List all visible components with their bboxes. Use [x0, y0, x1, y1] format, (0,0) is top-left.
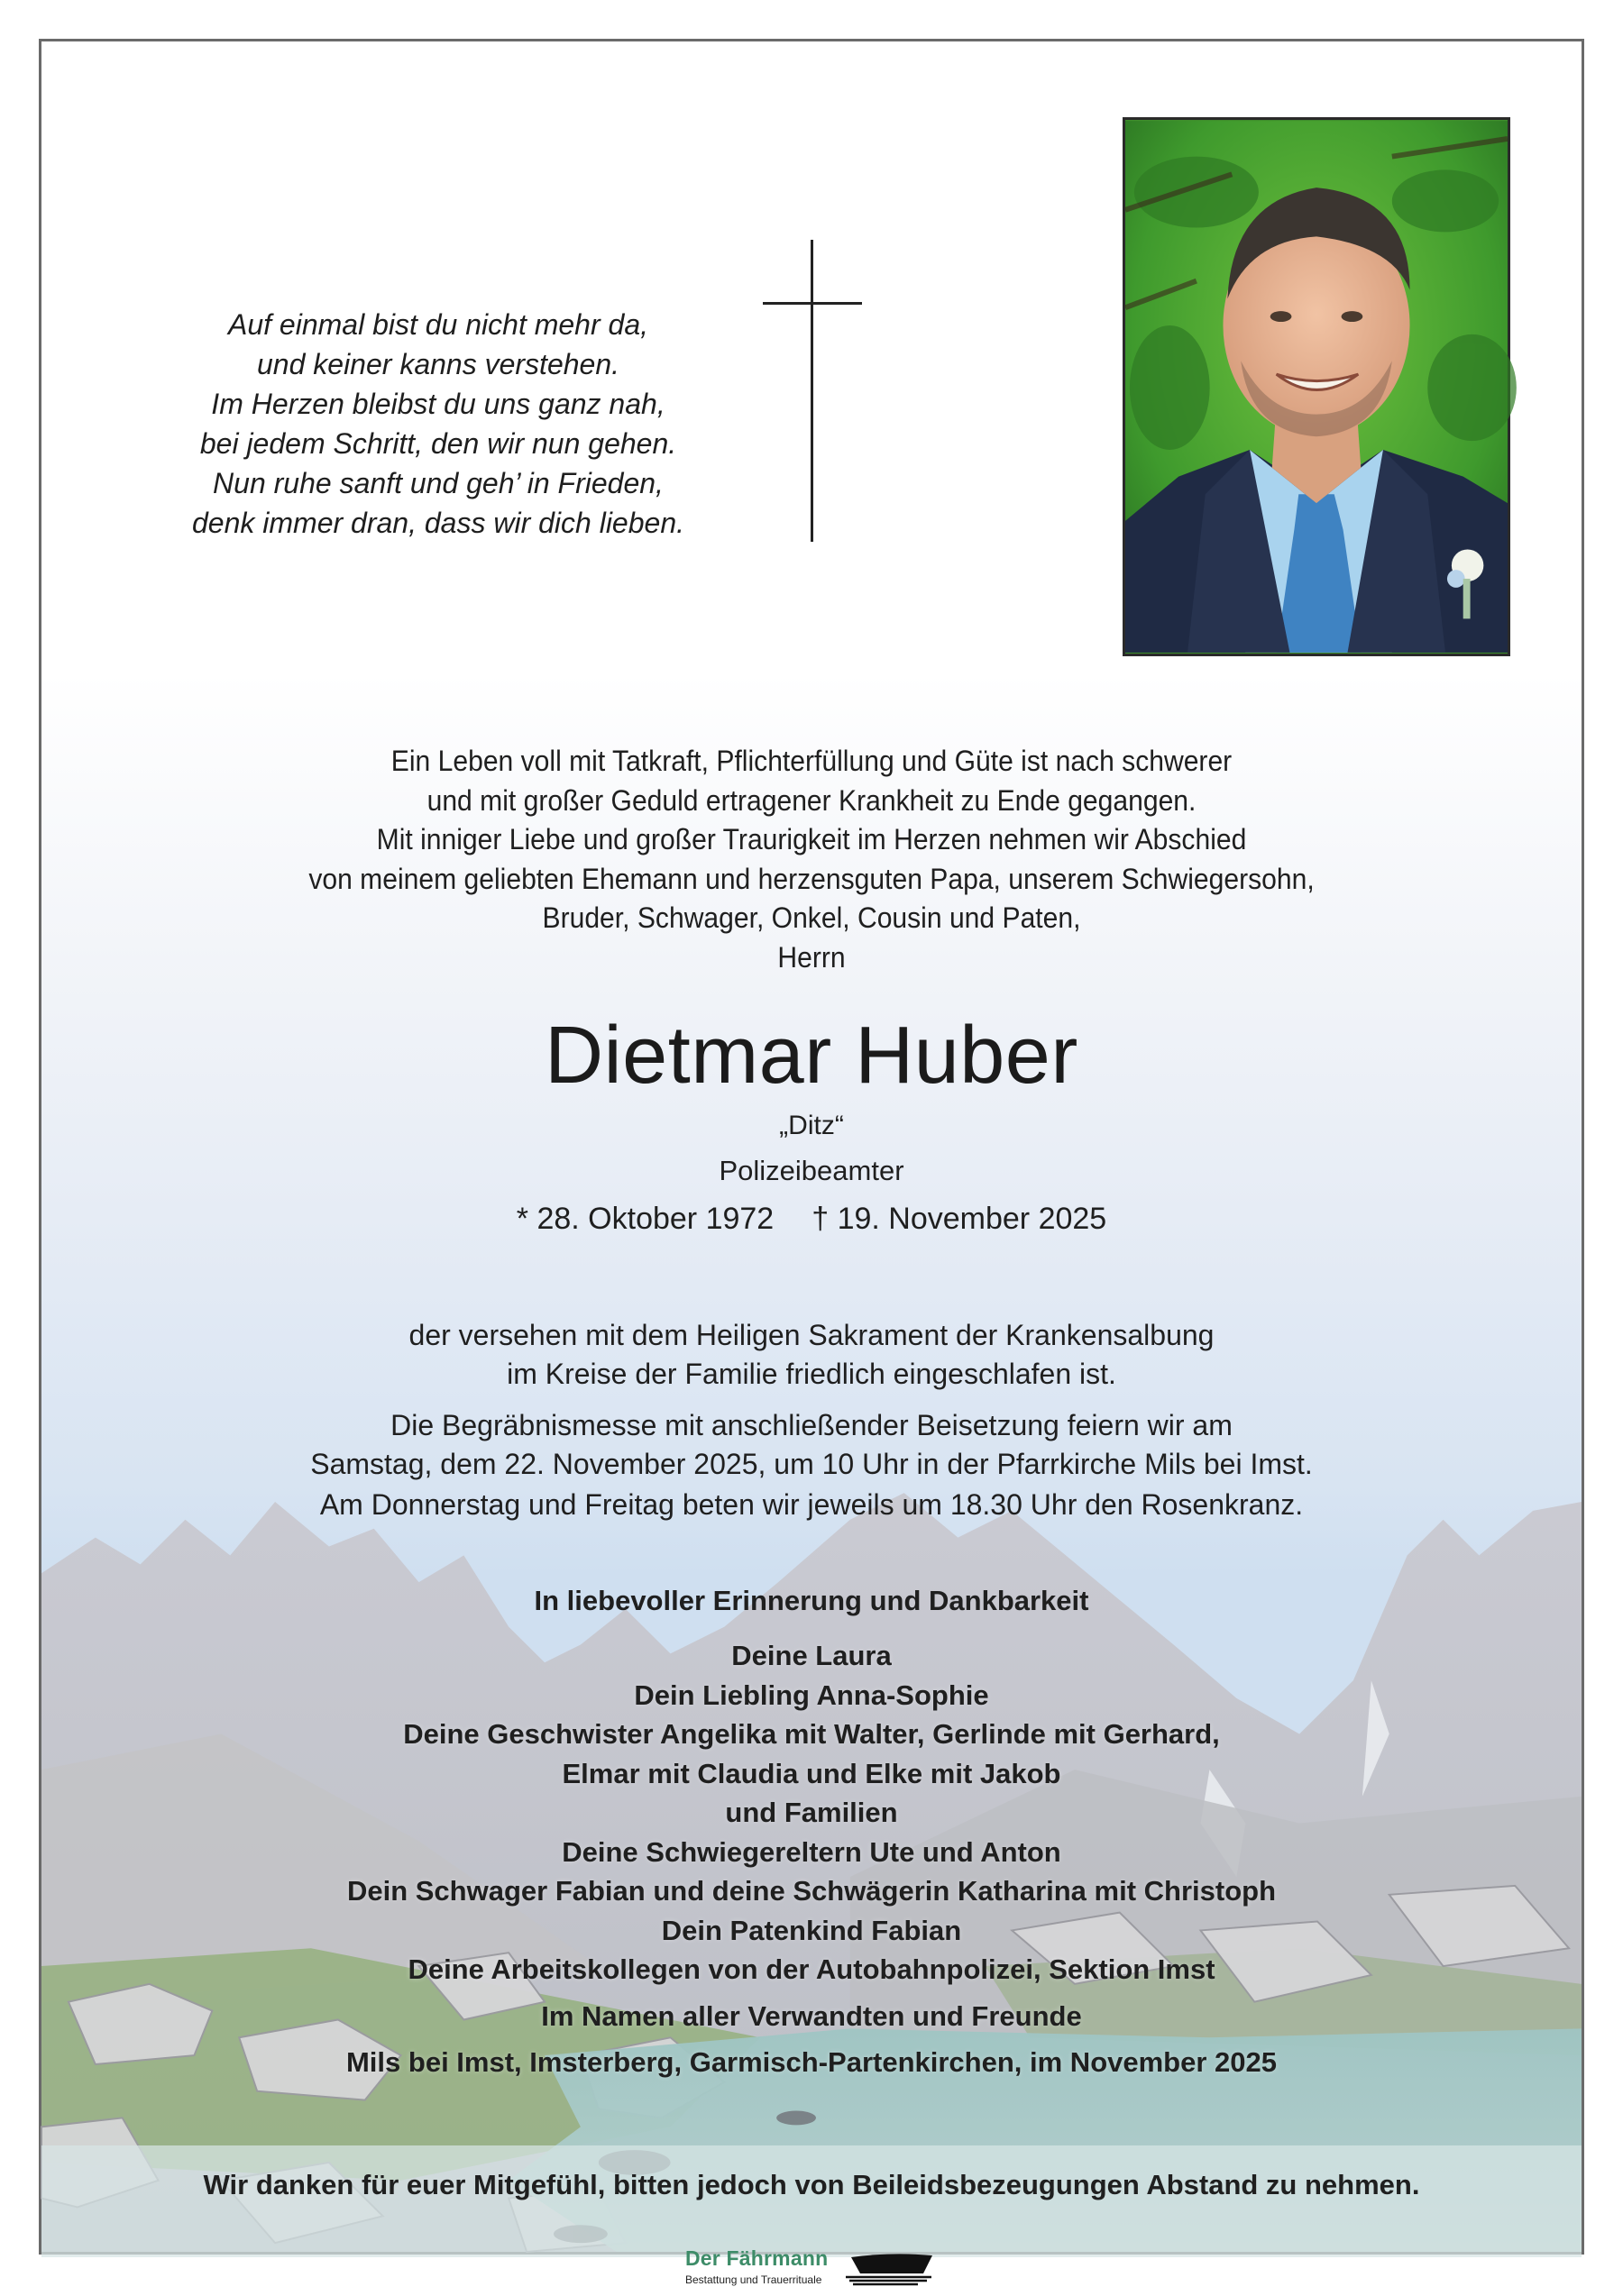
memory-heading: In liebevoller Erinnerung und Dankbarkeit	[534, 1585, 1089, 1616]
funeral-details	[41, 1406, 1582, 1484]
poem-line: Auf einmal bist du nicht mehr da,	[227, 308, 648, 341]
mourner-line: Deine Laura	[731, 1640, 892, 1671]
thanks-note: Wir danken für euer Mitgefühl, bitten jedoch von Beileidsbezeugungen Abstand zu nehmen.	[203, 2169, 1420, 2200]
boat-icon	[846, 2250, 936, 2286]
death-date: † 19. November 2025	[812, 1202, 1107, 1236]
deceased-name: Dietmar Huber	[545, 1011, 1078, 1101]
mourner-line: Dein Patenkind Fabian	[661, 1914, 962, 1946]
deceased-profession: Polizeibeamter	[719, 1155, 904, 1186]
birth-date: * 28. Oktober 1972	[516, 1202, 775, 1236]
funeral-home-logo	[685, 2246, 974, 2295]
intro-line: Ein Leben voll mit Tatkraft, Pflichterfüllung und Güte ist nach schwerer	[390, 745, 1233, 777]
sacrament-line: im Kreise der Familie friedlich eingeschlafen ist.	[507, 1358, 1116, 1390]
intro-line: Herrn	[777, 940, 846, 974]
poem	[114, 305, 763, 543]
cross-icon	[763, 240, 862, 546]
intro-line: Mit inniger Liebe und großer Traurigkeit im Herzen nehmen wir Abschied	[376, 823, 1247, 855]
portrait-photo	[1123, 117, 1510, 656]
sacrament-text	[41, 1316, 1582, 1394]
place-date-line: Mils bei Imst, Imsterberg, Garmisch-Partenkirchen, im November 2025	[345, 2046, 1277, 2078]
mourner-line: Elmar mit Claudia und Elke mit Jakob	[562, 1757, 1061, 1789]
mourner-line: Deine Arbeitskollegen von der Autobahnpolizei, Sektion Imst	[408, 1953, 1215, 1985]
mourner-line: Dein Schwager Fabian und deine Schwägerin Katharina mit Christoph	[346, 1875, 1277, 1907]
life-dates	[41, 1199, 1582, 1239]
logo-brand: Der Fährmann	[685, 2246, 829, 2270]
logo-tagline: Bestattung und Trauerrituale	[685, 2273, 822, 2286]
obituary-card	[39, 39, 1584, 2286]
mourner-line: Deine Schwiegereltern Ute und Anton	[562, 1835, 1061, 1868]
funeral-line: Die Begräbnismesse mit anschließender Beisetzung feiern wir am	[390, 1409, 1233, 1441]
funeral-line: Samstag, dem 22. November 2025, um 10 Uhr in der Pfarrkirche Mils bei Imst.	[310, 1448, 1313, 1480]
intro-line: von meinem geliebten Ehemann und herzensguten Papa, unserem Schwiegersohn,	[308, 862, 1315, 895]
poem-line: denk immer dran, dass wir dich lieben.	[191, 507, 684, 539]
mourner-line: und Familien	[725, 1797, 898, 1828]
mourner-line: Im Namen aller Verwandten und Freunde	[541, 1999, 1082, 2032]
poem-line: Im Herzen bleibst du uns ganz nah,	[211, 388, 665, 420]
poem-line: bei jedem Schritt, den wir nun gehen.	[199, 427, 677, 460]
poem-line: Nun ruhe sanft und geh’ in Frieden,	[213, 467, 664, 499]
poem-line: und keiner kanns verstehen.	[256, 348, 620, 380]
mourners-list	[41, 1636, 1582, 2082]
intro-line: und mit großer Geduld ertragener Krankheit zu Ende gegangen.	[426, 783, 1197, 817]
deceased-nickname: „Ditz“	[779, 1111, 844, 1140]
rosary-details: Am Donnerstag und Freitag beten wir jeweils um 18.30 Uhr den Rosenkranz.	[319, 1488, 1304, 1521]
mourner-line: Dein Liebling Anna-Sophie	[634, 1679, 989, 1711]
intro-line: Bruder, Schwager, Onkel, Cousin und Paten,	[542, 901, 1081, 934]
intro-text	[87, 742, 1536, 977]
sacrament-line: der versehen mit dem Heiligen Sakrament der Krankensalbung	[408, 1319, 1215, 1351]
mourner-line: Deine Geschwister Angelika mit Walter, Gerlinde mit Gerhard,	[403, 1718, 1220, 1750]
